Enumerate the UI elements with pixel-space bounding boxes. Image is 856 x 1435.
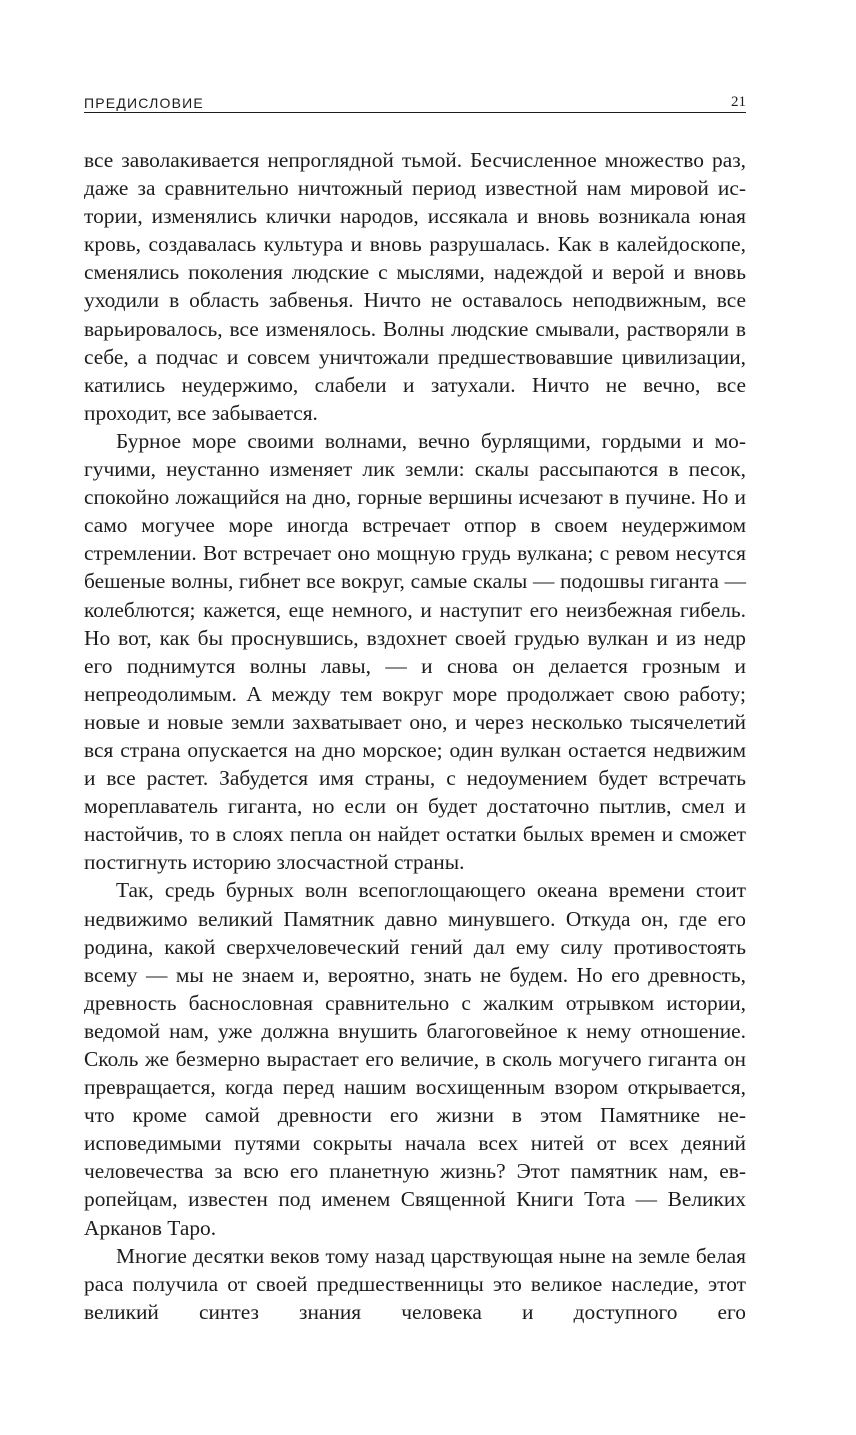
body-text <box>84 146 746 1326</box>
book-page <box>84 88 746 1326</box>
paragraph: Так, средь бурных волн всепоглощающего океана времени стоит недвижимо великий Памятник давно минувшего. Откуда он, где его родина, какой сверхчеловеческий гений дал ему силу противостоять всему — мы не знаем и, вероятно, знать не будем. Но его древность, древность баснословная сравнительно с жалким отрывком истории, ведомой нам, уже должна внушить благоговейное к нему отношение. Сколь же безмерно вырастает его величие, в сколь могучего гиганта он превращается, когда перед нашим восхищенным взором открывается, что кроме самой древности его жизни в этом Памятнике неисповедимыми путями сокрыты начала всех нитей от всех деяний человечества за всю его планетную жизнь? Этот памятник нам, европейцам, известен под именем Священной Книги Тота — Великих Арканов Таро. <box>84 878 746 1240</box>
chapter-title: ПРЕДИСЛОВИЕ <box>84 95 204 111</box>
page-number: 21 <box>731 94 746 110</box>
running-header <box>84 88 746 113</box>
paragraph: Многие десятки веков тому назад царствующая ныне на земле белая раса получила от своей предшественницы это великое наследие, этот великий синтез знания человека и доступного его <box>84 1243 746 1324</box>
paragraph: все заволакивается непроглядной тьмой. Бесчисленное множество раз, даже за сравнительно ничтожный период известной нам мировой истории, изменялись клички народов, иссякала и вновь возникала юная кровь, создавалась культура и вновь разрушалась. Как в калейдоскопе, сменялись поколения людские с мыслями, надеждой и верой и вновь уходили в область забвенья. Ничто не оставалось неподвижным, все варьировалось, все изменялось. Волны людские смывали, растворяли в себе, а подчас и совсем уничтожали предшествовавшие цивилизации, катились неудержимо, слабели и затухали. Ничто не вечно, все проходит, все забывается. <box>84 148 746 425</box>
paragraph: Бурное море своими волнами, вечно бурлящими, гордыми и могучими, неустанно изменяет лик земли: скалы рассыпаются в песок, спокойно ложащийся на дно, горные вершины исчезают в пучине. Но и само могучее море иногда встречает отпор в своем неудержимом стремлении. Вот встречает оно мощную грудь вулкана; с ревом несутся бешеные волны, гибнет все вокруг, самые скалы — подошвы гиганта — колеблются; кажется, еще немного, и наступит его неизбежная гибель. Но вот, как бы проснувшись, вздохнет своей грудью вулкан и из недр его поднимутся волны лавы, — и снова он делается грозным и непреодолимым. А между тем вокруг море продолжает свою работу; новые и новые земли захватывает оно, и через несколько тысячелетий вся страна опускается на дно морское; один вулкан остается недвижим и все растет. Забудется имя страны, с недоумением будет встречать мореплаватель гиганта, но если он будет достаточно пытлив, смел и настойчив, то в слоях пепла он найдет остатки былых времен и сможет постигнуть историю злосчастной страны. <box>84 428 746 875</box>
